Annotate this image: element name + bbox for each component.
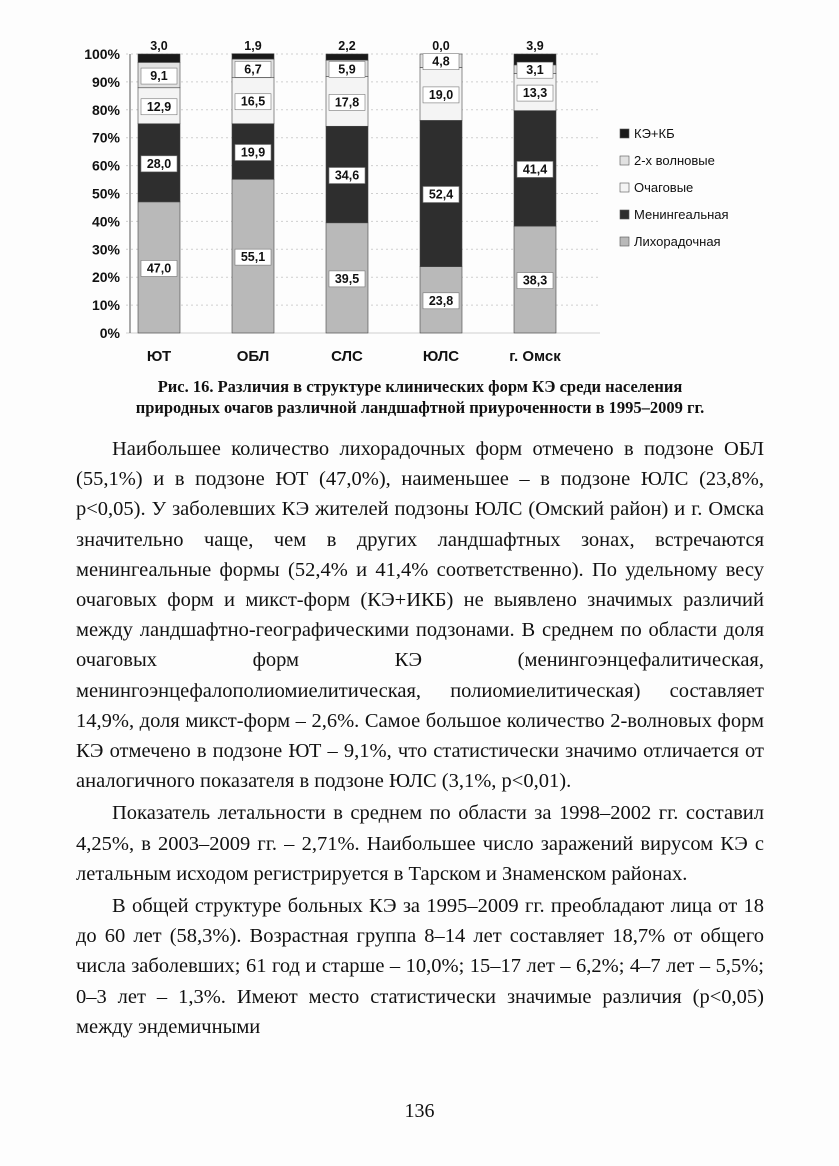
data-label: 3,9: [526, 39, 544, 53]
data-label: 0,0: [432, 39, 450, 53]
y-tick-label: 20%: [91, 269, 120, 286]
paragraph-1: Наибольшее количество лихорадочных форм отмечено в подзоне ОБЛ (55,1%) и в подзоне ЮТ (47,0%), наименьшее – в подзоне ЮЛС (23,8%, p<0,05). У заболевших КЭ жителей подзоны ЮЛС (Омский район) и г. Омска значительно чаще, чем в других ландшафтных зонах, встречаются менингеальные формы (52,4% и 41,4% соответственно). По удельному весу очаговых форм и микст-форм (КЭ+ИКБ) не выявлено значимых различий между ландшафтно-географическими подзонами. В среднем по области доля очаговых форм КЭ (менингоэнцефалитическая, менингоэнцефалополиомиелитическая, полиомиелитическая) составляет 14,9%, доля микст-форм – 2,6%. Самое большое количество 2-волновых форм КЭ отмечено в подзоне ЮТ – 9,1%, что статистически значимо отличается от аналогичного показателя в подзоне ЮЛС (3,1%, p<0,01).: [76, 438, 764, 793]
data-label: 5,9: [338, 62, 356, 77]
data-label: 55,1: [240, 250, 266, 265]
data-label: 1,9: [244, 39, 262, 53]
x-category-label: ЮТ: [146, 348, 172, 365]
legend-label: Лихорадочная: [634, 234, 721, 249]
data-label: 4,8: [432, 54, 450, 69]
x-category-label: СЛС: [331, 348, 363, 365]
y-tick-label: 60%: [91, 157, 120, 174]
bar-segment: [232, 54, 274, 59]
x-category-label: г. Омск: [509, 348, 561, 365]
y-tick-label: 70%: [91, 129, 120, 146]
y-tick-label: 90%: [91, 73, 120, 90]
data-label: 39,5: [334, 271, 360, 286]
data-label: 52,4: [428, 187, 454, 202]
bar-segment: [138, 54, 180, 62]
figure-caption: [70, 376, 770, 418]
data-label: 38,3: [522, 273, 548, 288]
data-label: 12,9: [146, 99, 172, 114]
data-label: 34,6: [334, 168, 360, 183]
data-label: 3,0: [150, 39, 168, 53]
legend-label: КЭ+КБ: [634, 126, 675, 141]
data-label: 2,2: [338, 39, 356, 53]
caption-line-1: Рис. 16. Различия в структуре клинических форм КЭ среди населения: [157, 377, 683, 396]
data-label: 13,3: [522, 86, 548, 101]
data-label: 17,8: [334, 95, 360, 110]
data-label: 23,8: [428, 293, 454, 308]
data-label: 3,1: [526, 63, 544, 78]
data-label: 47,0: [146, 261, 172, 276]
x-category-label: ОБЛ: [236, 348, 270, 365]
y-tick-label: 100%: [84, 46, 120, 62]
legend-swatch: [620, 210, 629, 219]
data-label: 16,5: [240, 94, 266, 109]
page-number: 136: [404, 1100, 435, 1122]
paragraph-3: В общей структуре больных КЭ за 1995–2009 гг. преобладают лица от 18 до 60 лет (58,3%). Возрастная группа 8–14 лет составляет 18,7% от общего числа заболевших; 61 год и старше – 10,0%; 15–17 лет – 6,2%; 4–7 лет – 5,5%; 0–3 лет – 1,3%. Имеют место статистически значимые различия (p<0,05) между эндемичными: [76, 895, 764, 1038]
bar-segment: [326, 54, 368, 60]
data-label: 41,4: [522, 162, 548, 177]
legend-swatch: [620, 237, 629, 246]
body-text: [76, 434, 764, 1044]
x-category-label: ЮЛС: [422, 348, 460, 365]
legend-label: Менингеальная: [634, 207, 729, 222]
data-label: 28,0: [146, 156, 172, 171]
y-tick-label: 30%: [91, 241, 120, 258]
y-tick-label: 10%: [91, 297, 120, 314]
legend-label: 2-х волновые: [634, 153, 715, 168]
data-label: 19,0: [428, 87, 454, 102]
caption-line-2: природных очагов различной ландшафтной приуроченности в 1995–2009 гг.: [135, 398, 705, 417]
y-tick-label: 50%: [91, 185, 120, 202]
y-tick-label: 40%: [91, 213, 120, 230]
stacked-bar-chart: [60, 28, 760, 373]
data-label: 6,7: [244, 62, 262, 77]
legend-swatch: [620, 183, 629, 192]
legend-swatch: [620, 129, 629, 138]
data-label: 9,1: [150, 69, 168, 84]
legend-swatch: [620, 156, 629, 165]
y-tick-label: 80%: [91, 101, 120, 118]
data-label: 19,9: [240, 145, 266, 160]
legend-label: Очаговые: [634, 180, 694, 195]
y-tick-label: 0%: [99, 325, 120, 341]
paragraph-2: Показатель летальности в среднем по области за 1998–2002 гг. составил 4,25%, в 2003–2009 гг. – 2,71%. Наибольшее число заражений вирусом КЭ с летальным исходом регистрируется в Тарском и Знаменском районах.: [76, 802, 764, 885]
